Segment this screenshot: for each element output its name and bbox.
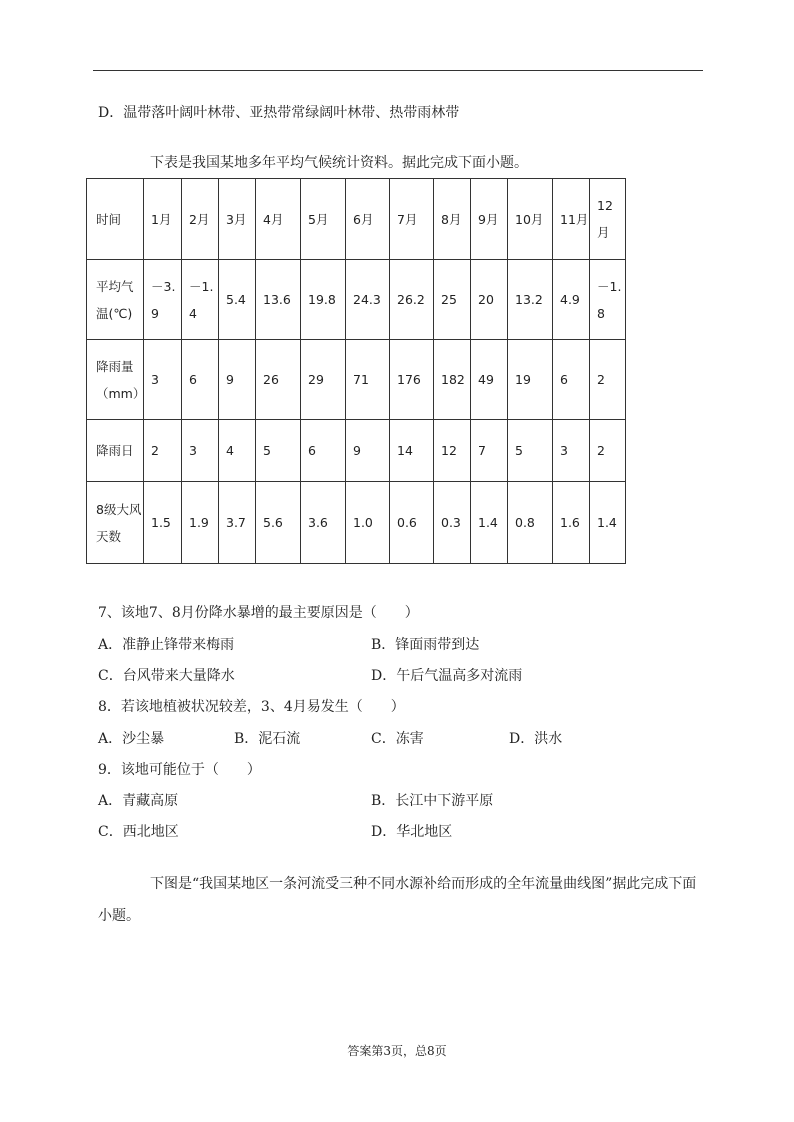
header-cell: 10月 [508, 179, 553, 260]
question-7-option-a: A．准静止锋带来梅雨 [98, 637, 235, 653]
table-cell: 49 [471, 340, 508, 420]
table-cell: －3.9 [144, 260, 182, 340]
table-header-row [87, 179, 626, 260]
table-cell: 0.6 [390, 482, 434, 564]
table-cell: 1.9 [182, 482, 219, 564]
table-cell: 6 [553, 340, 590, 420]
header-rule [93, 70, 703, 71]
table-cell: 3 [182, 420, 219, 482]
table-cell: 2 [590, 420, 626, 482]
header-cell: 12月 [590, 179, 626, 260]
table-row-temperature [87, 260, 626, 340]
table-cell: 9 [346, 420, 390, 482]
table-cell: 26 [256, 340, 301, 420]
table-cell: 3 [144, 340, 182, 420]
table-cell: 26.2 [390, 260, 434, 340]
table-cell: 0.3 [434, 482, 471, 564]
table-cell: 3.6 [301, 482, 346, 564]
table-cell: 24.3 [346, 260, 390, 340]
table-cell: 2 [590, 340, 626, 420]
previous-option-d: D．温带落叶阔叶林带、亚热带常绿阔叶林带、热带雨林带 [98, 105, 460, 121]
table-cell: 13.2 [508, 260, 553, 340]
page-footer: 答案第3页，总8页 [347, 1044, 447, 1058]
table-cell: 29 [301, 340, 346, 420]
header-cell: 11月 [553, 179, 590, 260]
table-row-rain-days [87, 420, 626, 482]
header-cell: 8月 [434, 179, 471, 260]
table-cell: 19 [508, 340, 553, 420]
question-8-option-c: C．冻害 [371, 731, 424, 747]
header-cell: 7月 [390, 179, 434, 260]
row-label: 8级大风天数 [87, 482, 144, 564]
header-cell: 时间 [87, 179, 144, 260]
table-cell: 0.8 [508, 482, 553, 564]
table-cell: 6 [182, 340, 219, 420]
table-cell: 12 [434, 420, 471, 482]
question-7-option-d: D．午后气温高多对流雨 [371, 668, 523, 684]
question-9-option-b: B．长江中下游平原 [371, 793, 494, 809]
question-9-stem: 9．该地可能位于（ ） [98, 762, 261, 778]
table-cell: 4.9 [553, 260, 590, 340]
table-cell: 1.0 [346, 482, 390, 564]
question-9-option-c: C．西北地区 [98, 824, 179, 840]
table-cell: －1.4 [182, 260, 219, 340]
question-7-option-c: C．台风带来大量降水 [98, 668, 235, 684]
table-cell: 182 [434, 340, 471, 420]
table-cell: 7 [471, 420, 508, 482]
question-8-stem: 8．若该地植被状况较差，3、4月易发生（ ） [98, 699, 405, 715]
question-8-option-d: D．洪水 [509, 731, 563, 747]
question-8-option-a: A．沙尘暴 [98, 731, 165, 747]
header-cell: 5月 [301, 179, 346, 260]
table-cell: 2 [144, 420, 182, 482]
table-cell: 5.6 [256, 482, 301, 564]
table-cell: 1.4 [471, 482, 508, 564]
header-cell: 1月 [144, 179, 182, 260]
table-cell: 13.6 [256, 260, 301, 340]
question-7-option-b: B．锋面雨带到达 [371, 637, 480, 653]
header-cell: 4月 [256, 179, 301, 260]
table-cell: 1.5 [144, 482, 182, 564]
table-cell: 4 [219, 420, 256, 482]
question-9-option-d: D．华北地区 [371, 824, 453, 840]
table-cell: 19.8 [301, 260, 346, 340]
header-cell: 6月 [346, 179, 390, 260]
climate-table [86, 178, 626, 564]
question-9-option-a: A．青藏高原 [98, 793, 179, 809]
table-cell: 71 [346, 340, 390, 420]
row-label: 平均气温(℃) [87, 260, 144, 340]
table-cell: 1.4 [590, 482, 626, 564]
header-cell: 3月 [219, 179, 256, 260]
next-section-intro: 下图是“我国某地区一条河流受三种不同水源补给而形成的全年流量曲线图”据此完成下面小题。 [98, 876, 697, 924]
table-cell: 1.6 [553, 482, 590, 564]
table-cell: －1.8 [590, 260, 626, 340]
table-cell: 5 [508, 420, 553, 482]
table-cell: 20 [471, 260, 508, 340]
table-cell: 5 [256, 420, 301, 482]
table-row-gale-days [87, 482, 626, 564]
table-cell: 176 [390, 340, 434, 420]
table-cell: 14 [390, 420, 434, 482]
table-intro: 下表是我国某地多年平均气候统计资料。据此完成下面小题。 [150, 155, 528, 171]
table-cell: 9 [219, 340, 256, 420]
question-8-option-b: B．泥石流 [234, 731, 301, 747]
table-cell: 5.4 [219, 260, 256, 340]
table-row-rainfall [87, 340, 626, 420]
header-cell: 2月 [182, 179, 219, 260]
row-label: 降雨量（mm） [87, 340, 144, 420]
table-cell: 3.7 [219, 482, 256, 564]
row-label: 降雨日 [87, 420, 144, 482]
header-cell: 9月 [471, 179, 508, 260]
table-cell: 3 [553, 420, 590, 482]
table-cell: 6 [301, 420, 346, 482]
question-7-stem: 7、该地7、8月份降水暴增的最主要原因是（ ） [98, 605, 419, 621]
table-cell: 25 [434, 260, 471, 340]
